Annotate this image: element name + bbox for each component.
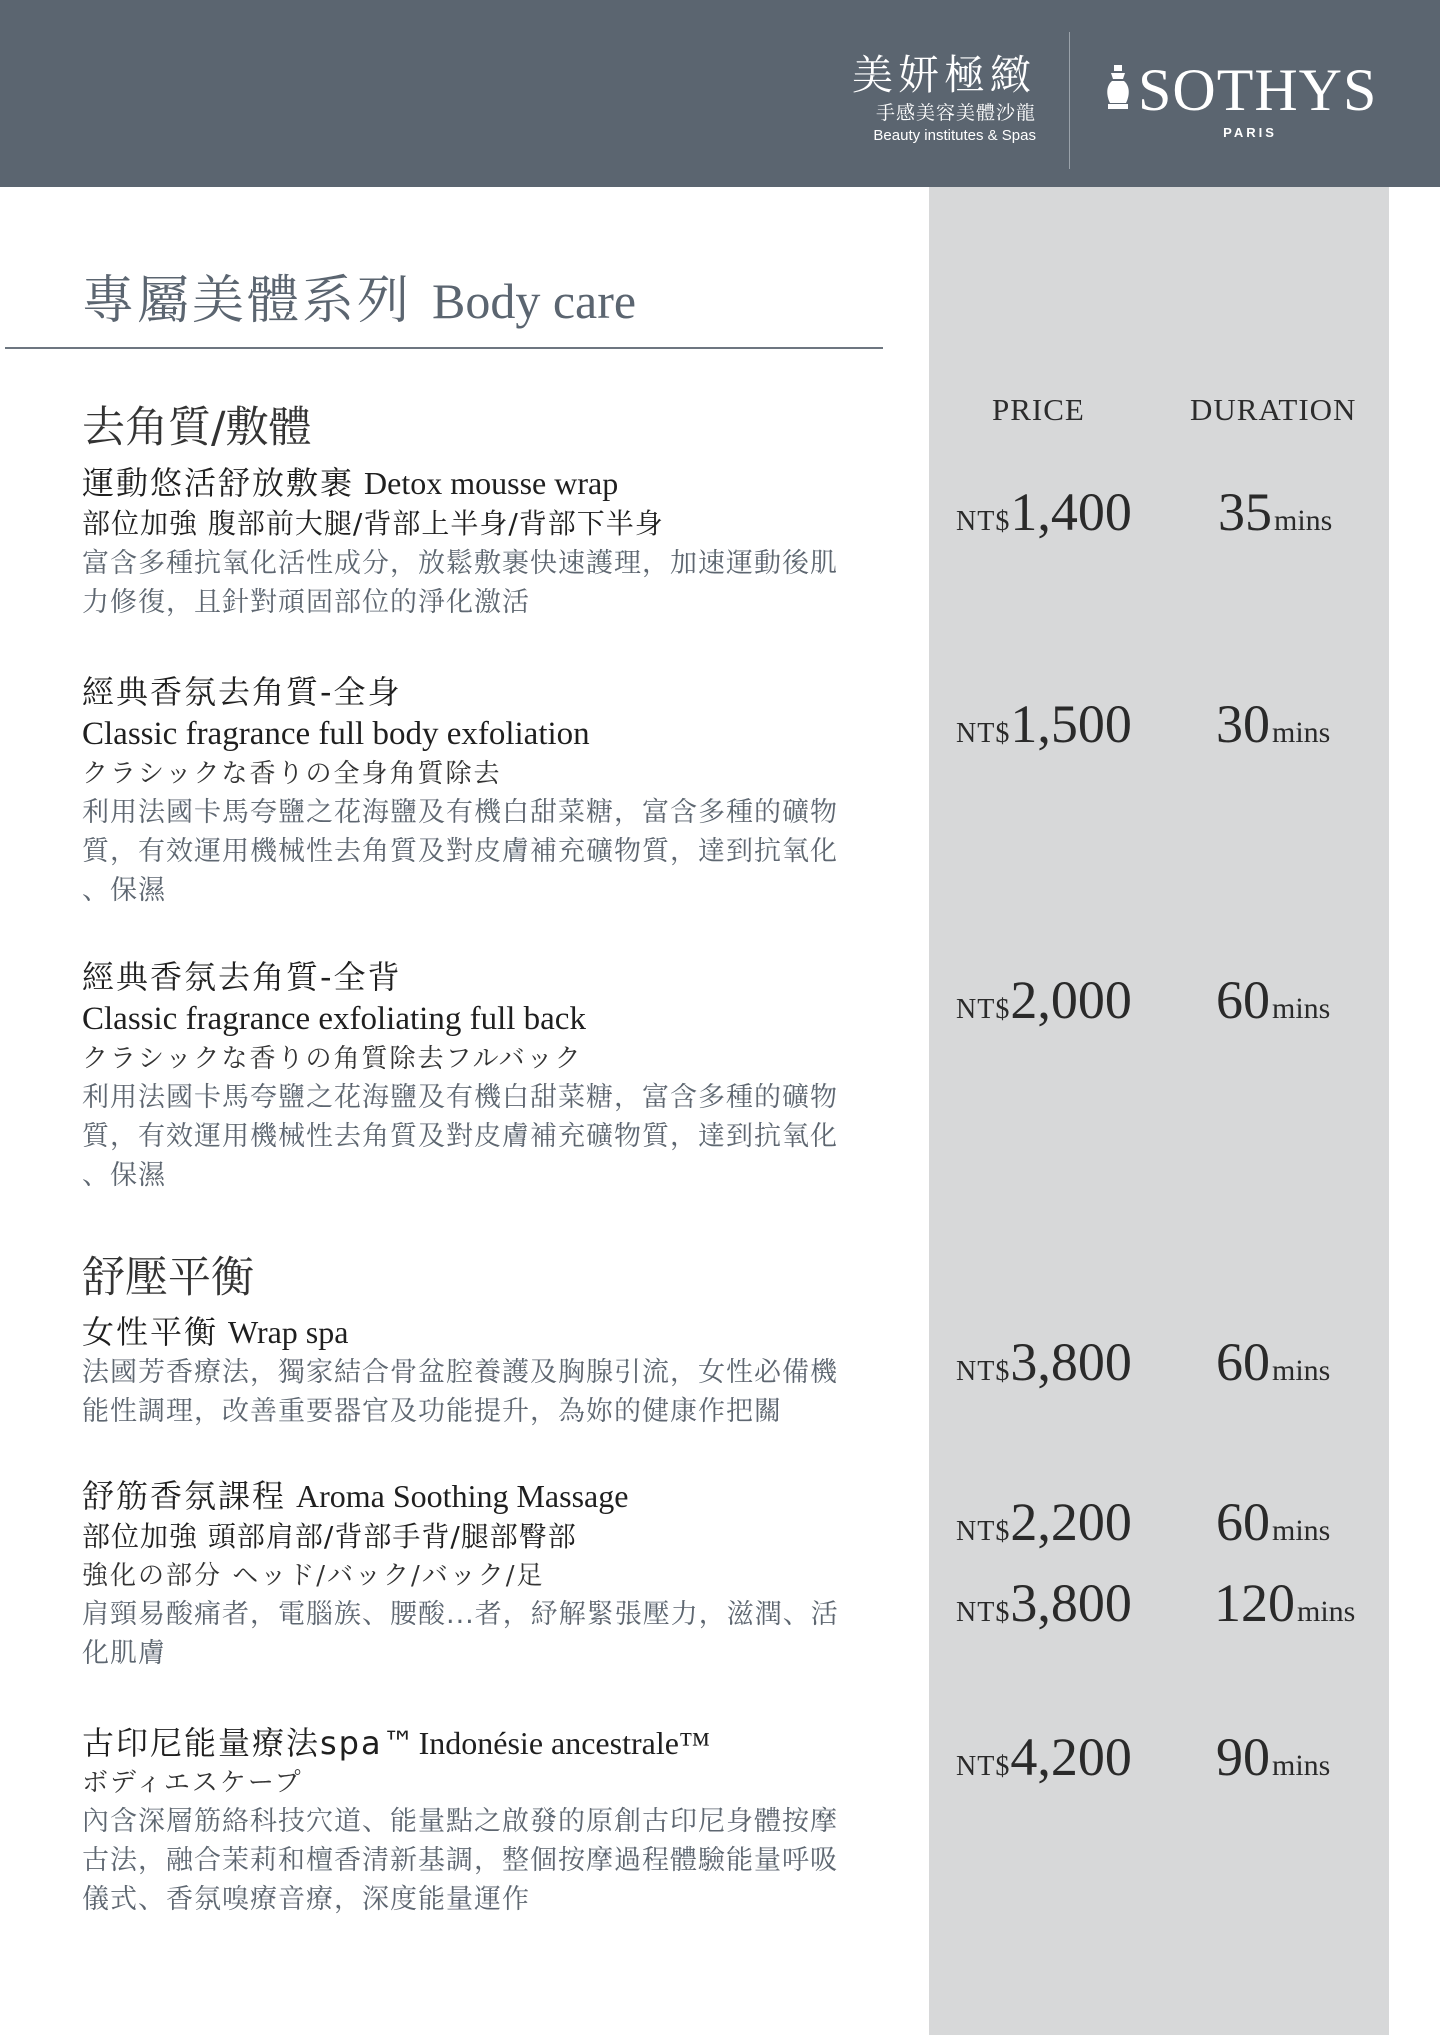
brand-tagline: Beauty institutes & Spas (873, 127, 1036, 144)
price-amount: 4,200 (1010, 1727, 1132, 1787)
price-column-header: PRICE (992, 392, 1085, 427)
menu-item-indonesie-ancestrale (82, 1722, 902, 1919)
price-amount: 1,400 (1010, 482, 1132, 542)
item-description-line: 法國芳香療法，獨家結合骨盆腔養護及胸腺引流，女性必備機 (82, 1357, 838, 1388)
item-description-line: 化肌膚 (82, 1638, 166, 1669)
duration-unit: mins (1274, 504, 1333, 537)
duration-unit: mins (1272, 716, 1331, 749)
item-name-zh: 運動悠活舒放敷裹 (82, 464, 355, 502)
duration-value: 90 (1216, 1727, 1270, 1787)
brand-block (846, 50, 1036, 146)
duration-aroma-massage-120 (1214, 1572, 1355, 1634)
price-currency: NT$ (956, 718, 1011, 749)
item-japanese-name: ボディエスケープ (82, 1768, 303, 1798)
price-aroma-massage-60 (956, 1491, 1132, 1553)
menu-item-wrap-spa (82, 1311, 902, 1431)
item-name-zh: 女性平衡 (82, 1313, 219, 1351)
duration-unit: mins (1272, 1749, 1331, 1782)
item-japanese-name: クラシックな香りの角質除去フルバック (82, 1044, 583, 1074)
item-name-zh: 古印尼能量療法spa™ (82, 1724, 417, 1762)
title-divider (5, 347, 883, 349)
item-description-line: 儀式、香氛嗅療音療，深度能量運作 (82, 1884, 530, 1915)
sothys-logo (1100, 58, 1400, 148)
brand-subtitle: 手感美容美體沙龍 (875, 102, 1036, 124)
item-japanese-focus: 強化の部分 ヘッド/バック/バック/足 (82, 1561, 545, 1591)
item-name (82, 671, 902, 713)
price-amount: 3,800 (1010, 1332, 1132, 1392)
duration-value: 30 (1216, 694, 1270, 754)
item-focus-area: 部位加強 頭部肩部/背部手背/腿部臀部 (82, 1520, 577, 1553)
price-currency: NT$ (956, 1751, 1011, 1782)
brand-title: 美妍極緻 (852, 51, 1036, 99)
duration-unit: mins (1272, 1354, 1331, 1387)
page-title (82, 258, 636, 333)
item-description-line: 能性調理，改善重要器官及功能提升，為妳的健康作把關 (82, 1396, 782, 1427)
item-name-en: Indonésie ancestrale™ (418, 1725, 711, 1761)
item-description-line: 利用法國卡馬夸鹽之花海鹽及有機白甜菜糖，富含多種的礦物 (82, 1082, 838, 1113)
item-description-line: 肩頸易酸痛者，電腦族、腰酸...者，紓解緊張壓力，滋潤、活 (82, 1599, 839, 1630)
item-name-en: Wrap spa (228, 1314, 349, 1350)
item-name-en: Detox mousse wrap (364, 465, 619, 501)
duration-wrap-spa (1216, 1331, 1330, 1393)
price-amount: 2,000 (1010, 970, 1132, 1030)
item-focus-area: 部位加強 腹部前大腿/背部上半身/背部下半身 (82, 507, 664, 540)
item-description-line: 、保濕 (82, 1160, 166, 1191)
duration-value: 60 (1216, 1492, 1270, 1552)
price-indonesie-ancestrale (956, 1726, 1132, 1788)
price-currency: NT$ (956, 1597, 1011, 1628)
duration-aroma-massage-60 (1216, 1491, 1330, 1553)
item-name-zh: 經典香氛去角質-全身 (82, 673, 402, 711)
item-name (82, 1722, 902, 1764)
duration-value: 60 (1216, 970, 1270, 1030)
price-amount: 2,200 (1010, 1492, 1132, 1552)
section-title-exfoliation: 去角質/敷體 (82, 403, 312, 453)
header-bar (0, 0, 1440, 187)
item-description-line: 內含深層筋絡科技穴道、能量點之啟發的原創古印尼身體按摩 (82, 1806, 838, 1837)
page-title-zh: 專屬美體系列 (82, 271, 413, 331)
duration-column-header: DURATION (1190, 392, 1357, 427)
item-description-line: 古法，融合茉莉和檀香清新基調，整個按摩過程體驗能量呼吸 (82, 1845, 838, 1876)
item-description-line: 質，有效運用機械性去角質及對皮膚補充礦物質，達到抗氧化 (82, 836, 838, 867)
item-description-line: 力修復，且針對頑固部位的淨化激活 (82, 587, 530, 618)
price-amount: 3,800 (1010, 1573, 1132, 1633)
price-amount: 1,500 (1010, 694, 1132, 754)
item-name-zh: 經典香氛去角質-全背 (82, 958, 402, 996)
item-name-en: Classic fragrance exfoliating full back (82, 1001, 586, 1037)
item-description-line: 富含多種抗氧化活性成分，放鬆敷裹快速護理，加速運動後肌 (82, 548, 838, 579)
duration-unit: mins (1272, 992, 1331, 1025)
price-currency: NT$ (956, 1516, 1011, 1547)
price-currency: NT$ (956, 994, 1011, 1025)
section-title-relax: 舒壓平衡 (82, 1253, 254, 1303)
duration-value: 60 (1216, 1332, 1270, 1392)
item-name-en: Aroma Soothing Massage (296, 1478, 629, 1514)
item-description-line: 利用法國卡馬夸鹽之花海鹽及有機白甜菜糖，富含多種的礦物 (82, 797, 838, 828)
duration-unit: mins (1272, 1514, 1331, 1547)
item-name (82, 956, 902, 998)
duration-unit: mins (1297, 1595, 1356, 1628)
price-full-body-exfoliation (956, 693, 1132, 755)
duration-value: 120 (1214, 1573, 1295, 1633)
item-name (82, 1311, 902, 1353)
price-currency: NT$ (956, 506, 1011, 537)
item-description-line: 質，有效運用機械性去角質及對皮膚補充礦物質，達到抗氧化 (82, 1121, 838, 1152)
price-wrap-spa (956, 1331, 1132, 1393)
menu-item-detox-wrap (82, 462, 902, 622)
logo-paris: PARIS (1223, 125, 1277, 140)
menu-item-full-body-exfoliation (82, 671, 902, 910)
price-aroma-massage-120 (956, 1572, 1132, 1634)
price-currency: NT$ (956, 1356, 1011, 1387)
item-name-zh: 舒筋香氛課程 (82, 1477, 287, 1515)
price-detox-wrap (956, 481, 1132, 543)
item-japanese-name: クラシックな香りの全身角質除去 (82, 759, 502, 789)
duration-full-back-exfoliation (1216, 969, 1330, 1031)
item-name-en: Classic fragrance full body exfoliation (82, 716, 590, 752)
item-name (82, 462, 902, 504)
menu-item-aroma-massage (82, 1475, 902, 1673)
perfume-bottle-icon (1103, 63, 1133, 111)
item-description-line: 、保濕 (82, 875, 166, 906)
item-name (82, 1475, 902, 1517)
page-title-en: Body care (432, 273, 637, 329)
header-divider (1069, 32, 1070, 169)
duration-full-body-exfoliation (1216, 693, 1330, 755)
duration-value: 35 (1218, 482, 1272, 542)
menu-item-full-back-exfoliation (82, 956, 902, 1195)
duration-detox-wrap (1218, 481, 1332, 543)
price-full-back-exfoliation (956, 969, 1132, 1031)
duration-indonesie-ancestrale (1216, 1726, 1330, 1788)
logo-wordmark: SOTHYS (1138, 57, 1378, 123)
